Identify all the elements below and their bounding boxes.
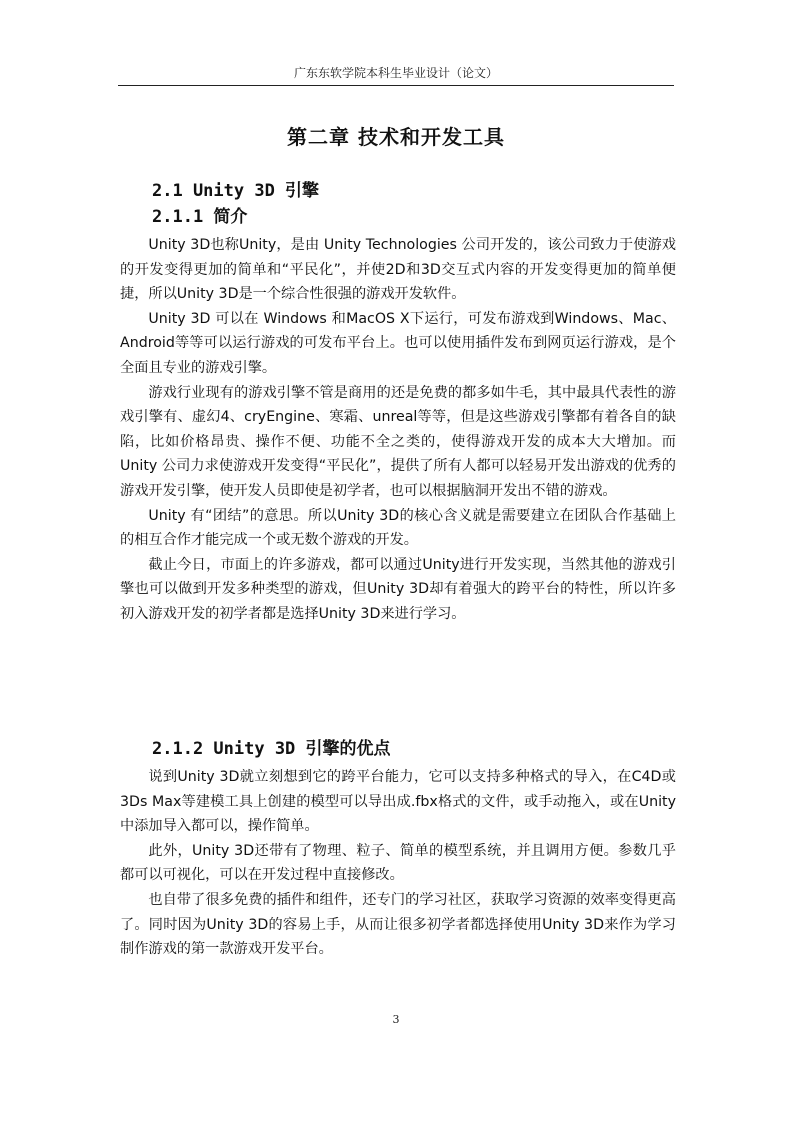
page-number: 3	[392, 1013, 400, 1026]
running-header: 广东东软学院本科生毕业设计（论文）	[293, 66, 498, 80]
chapter-title: 第二章 技术和开发工具	[287, 125, 505, 149]
advantages-paragraph: 也自带了很多免费的插件和组件，还专门的学习社区，获取学习资源的效率变得更高了。同时因为Unity 3D的容易上手，从而让很多初学者都选择使用Unity 3D来作为学习制作游戏的第一款游戏开发平台。	[120, 891, 676, 958]
header-rule	[118, 85, 674, 86]
subsection-heading-intro: 2.1.1 简介	[152, 207, 248, 227]
intro-body	[120, 233, 676, 627]
advantages-paragraph: 说到Unity 3D就立刻想到它的跨平台能力，它可以支持多种格式的导入，在C4D或3Ds Max等建模工具上创建的模型可以导出成.fbx格式的文件，或手动拖入，或在Unity中添加导入都可以，操作简单。	[120, 769, 676, 835]
subsection-heading-advantages: 2.1.2 Unity 3D 引擎的优点	[152, 739, 391, 759]
intro-paragraph: Unity 有“团结”的意思。所以Unity 3D的核心含义就是需要建立在团队合作基础上的相互合作才能完成一个或无数个游戏的开发。	[120, 507, 676, 549]
intro-paragraph: 截止今日，市面上的许多游戏，都可以通过Unity进行开发实现，当然其他的游戏引擎也可以做到开发多种类型的游戏，但Unity 3D却有着强大的跨平台的特性，所以许多初入游戏开发的初学者都是选择Unity 3D来进行学习。	[120, 556, 676, 622]
section-heading: 2.1 Unity 3D 引擎	[152, 181, 320, 201]
intro-paragraph: Unity 3D 可以在 Windows 和MacOS X下运行，可发布游戏到Windows、Mac、Android等等可以运行游戏的可发布平台上。也可以使用插件发布到网页运行游戏，是个全面且专业的游戏引擎。	[120, 310, 676, 376]
intro-paragraph: 游戏行业现有的游戏引擎不管是商用的还是免费的都多如牛毛，其中最具代表性的游戏引擎有、虚幻4、cryEngine、寒霜、unreal等等，但是这些游戏引擎都有着各自的缺陷，比如价格昂贵、操作不便、功能不全之类的，使得游戏开发的成本大大增加。而 Unity 公司力求使游戏开发变得“平民化”，提供了所有人都可以轻易开发出游戏的优秀的游戏开发引擎，使开发人员即使是初学者，也可以根据脑洞开发出不错的游戏。	[120, 384, 676, 499]
advantages-body	[120, 765, 676, 962]
advantages-paragraph: 此外，Unity 3D还带有了物理、粒子、简单的模型系统，并且调用方便。参数几乎都可以可视化，可以在开发过程中直接修改。	[120, 842, 676, 884]
intro-paragraph: Unity 3D也称Unity，是由 Unity Technologies 公司开发的，该公司致力于使游戏的开发变得更加的简单和“平民化”，并使2D和3D交互式内容的开发变得更加的简单便捷，所以Unity 3D是一个综合性很强的游戏开发软件。	[120, 237, 676, 303]
